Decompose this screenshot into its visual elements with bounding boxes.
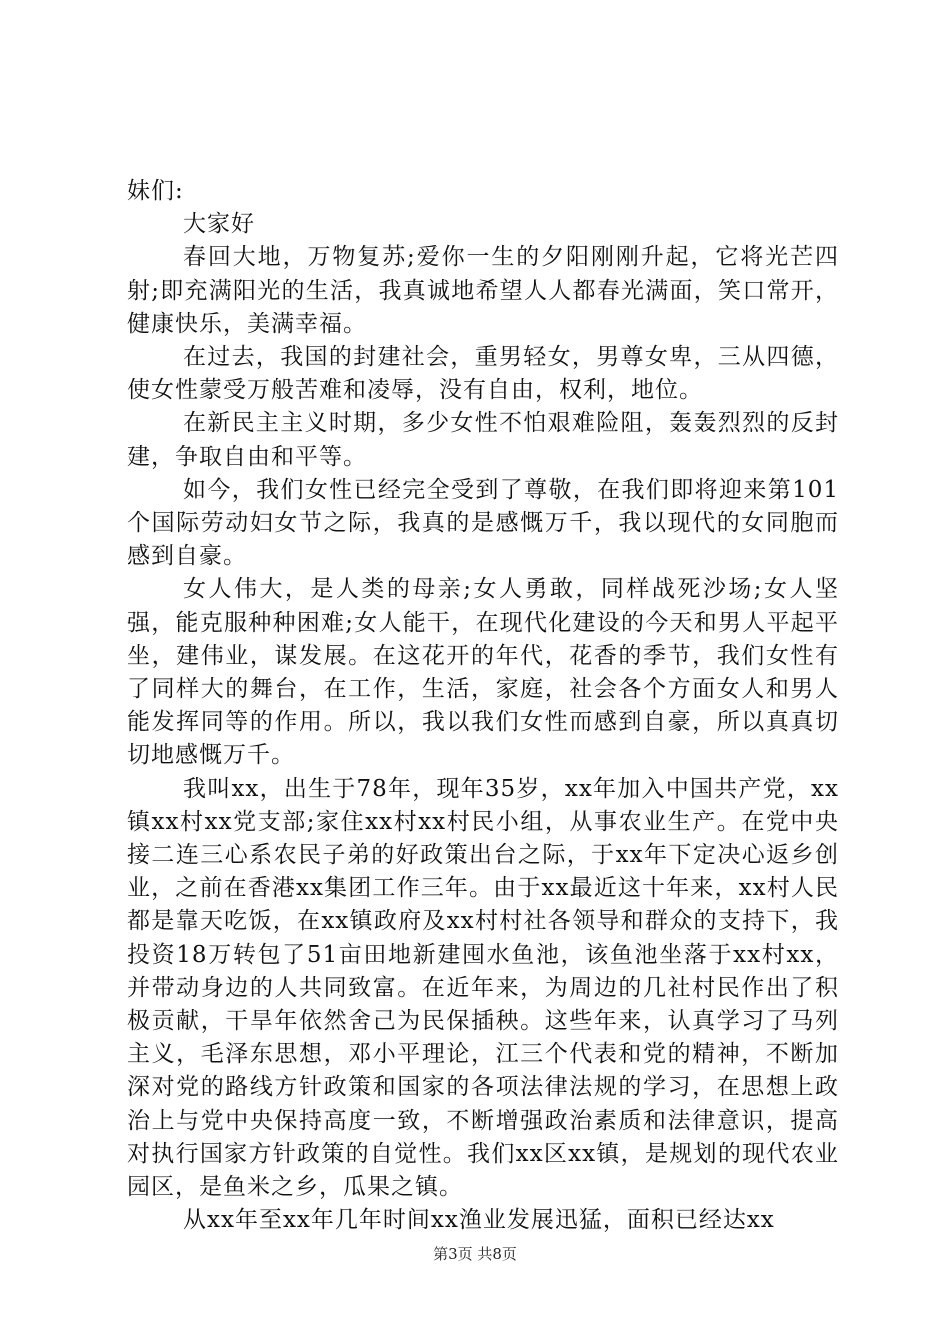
paragraph: 从xx年至xx年几年时间xx渔业发展迅猛，面积已经达xx — [183, 1207, 775, 1234]
paragraph: 在新民主主义时期，多少女性不怕艰难险阻，轰轰烈烈的反封建，争取自由和平等。 — [127, 410, 839, 470]
paragraph: 在过去，我国的封建社会，重男轻女，男尊女卑，三从四德，使女性蒙受万般苦难和凌辱，没有自由，权利，地位。 — [127, 344, 839, 404]
paragraph: 女人伟大，是人类的母亲;女人勇敢，同样战死沙场;女人坚强，能克服种种困难;女人能干，在现代化建设的今天和男人平起平坐，建伟业，谋发展。在这花开的年代，花香的季节，我们女性有了同样大的舞台，在工作，生活，家庭，社会各个方面女人和男人能发挥同等的作用。所以，我以我们女性而感到自豪，所以真真切切地感慨万千。 — [127, 576, 839, 769]
paragraph-greeting: 大家好 — [183, 211, 255, 238]
document-body — [127, 175, 839, 1238]
paragraph: 我叫xx，出生于78年，现年35岁，xx年加入中国共产党，xx镇xx村xx党支部;家住xx村xx村民小组，从事农业生产。在党中央接二连三心系农民子弟的好政策出台之际，于xx年下定决心返乡创业，之前在香港xx集团工作三年。由于xx最近这十年来，xx村人民都是靠天吃饭，在xx镇政府及xx村村社各领导和群众的支持下，我投资18万转包了51亩田地新建囤水鱼池，该鱼池坐落于xx村xx，并带动身边的人共同致富。在近年来，为周边的几社村民作出了积极贡献，干旱年依然舍己为民保插秧。这些年来，认真学习了马列主义，毛泽东思想，邓小平理论，江三个代表和党的精神，不断加深对党的路线方针政策和国家的各项法律法规的学习，在思想上政治上与党中央保持高度一致，不断增强政治素质和法律意识，提高对执行国家方针政策的自觉性。我们xx区xx镇，是规划的现代农业园区，是鱼米之乡，瓜果之镇。 — [127, 775, 839, 1201]
paragraph-salutation: 妹们: — [127, 178, 184, 204]
page-number-footer: 第3页 共8页 — [433, 1245, 517, 1263]
paragraph: 春回大地，万物复苏;爱你一生的夕阳刚刚升起，它将光芒四射;即充满阳光的生活，我真诚地希望人人都春光满面，笑口常开，健康快乐，美满幸福。 — [127, 244, 839, 337]
paragraph: 如今，我们女性已经完全受到了尊敬，在我们即将迎来第101个国际劳动妇女节之际，我真的是感慨万千，我以现代的女同胞而感到自豪。 — [127, 476, 839, 570]
